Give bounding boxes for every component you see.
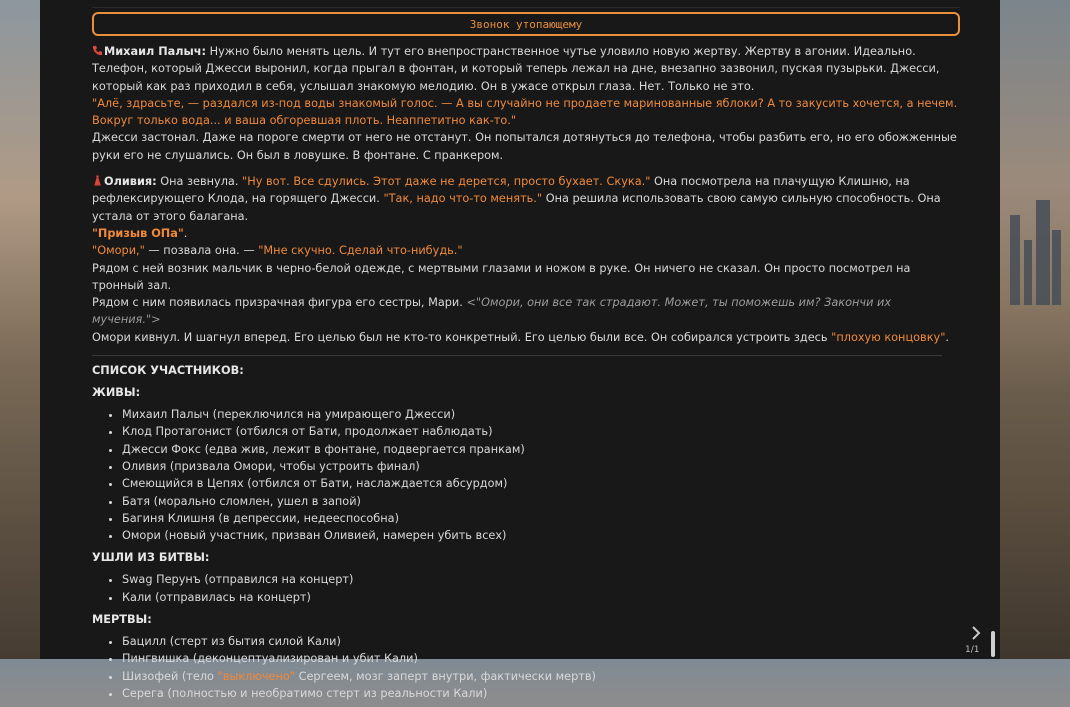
narration-text: Она решила использовать свою самую сильную способность. Она устала от этого балагана. (92, 192, 941, 223)
list-item: • Михаил Палыч (переключился на умирающего Джесси) (122, 406, 960, 423)
list-item: • Батя (морально сломлен, ушел в запой) (122, 493, 960, 510)
list-item: • Джесси Фокс (едва жив, лежит в фонтане, подвергается пранкам) (122, 441, 960, 458)
speaker-name: Михаил Палыч: (104, 45, 207, 58)
previous-text-cut (92, 0, 960, 8)
dialogue-quote: "Так, надо что-то менять." (383, 192, 543, 206)
list-item: • Серега (полностью и необратимо стерт из реальности Кали) (122, 685, 960, 702)
narration-text: Она посмотрела на плачущую Клишню, на рефлексирующего Клода, на горящего Джесси. (92, 175, 910, 206)
participant-roster (92, 362, 960, 702)
narration-text: Омори кивнул. И шагнул вперед. Его целью был не кто-то конкретный. Его целью были все. Он собирался устроить здесь (92, 330, 828, 344)
list-item: • Багиня Клишня (в депрессии, недееспособна) (122, 510, 960, 527)
dialogue-quote: "Алё, здрасьте, — раздался из-под воды знакомый голос. — А вы случайно не продаете маринованные яблоки? А то закусить хочется, а нечем. Вокруг только вода... и ваша обгоревшая плоть. Неаппетитно как-то." (92, 96, 958, 128)
message-mikhail (92, 43, 960, 164)
list-item: • Оливия (призвала Омори, чтобы устроить финал) (122, 458, 960, 475)
message-content (92, 0, 960, 707)
chat-panel (40, 0, 1000, 700)
dead-title: МЕРТВЫ: (92, 613, 152, 627)
dialogue-quote: "Ну вот. Все сдулись. Этот даже не дерется, просто бухает. Скука." (242, 175, 651, 189)
narration-text: Телефон, который Джесси выронил, когда прыгал в фонтан, и который теперь лежал на дне, внезапно зазвонил, пуская пузырьки. Джесси, который как раз приходил в себя, услышал знакомую мелодию. Он в ужасе открыл глаза. Нет. Только не это. (92, 62, 940, 93)
dialogue-quote: "выключено" (217, 669, 295, 683)
dialogue-quote: "Омори," (92, 244, 145, 258)
scrollbar-thumb[interactable] (991, 631, 995, 657)
swipe-counter: 1/1 (965, 645, 980, 655)
list-item: • Омори (новый участник, призван Оливией, намерен убить всех) (122, 527, 960, 544)
narration-text: Рядом с ним появилась призрачная фигура его сестры, Мари. (92, 296, 463, 310)
background-left (0, 0, 40, 659)
dialogue-quote: "плохую концовку" (831, 330, 946, 344)
ghost-quote: <"Омори, они все так страдают. Может, ты поможешь им? Закончи их мучения."> (92, 296, 892, 327)
background-right (1000, 0, 1070, 659)
list-item: • Swag Перунъ (отправился на концерт) (122, 571, 960, 588)
speaker-name: Оливия: (104, 175, 157, 189)
narration-text: — позвала она. — (148, 244, 255, 258)
list-item-text: Сергеем, мозг заперт внутри, фактически мертв) (298, 669, 596, 683)
narration-text: Нужно было менять цель. И тут его внепространственное чутье уловило новую жертву. Жертву в агонии. Идеально. (209, 45, 916, 58)
left-list (92, 571, 960, 606)
divider (92, 355, 942, 356)
narration-text: Рядом с ней возник мальчик в черно-белой одежде, с мертвыми глазами и ножом в руке. Он ничего не сказал. Он просто посмотрел на тронный зал. (92, 261, 911, 292)
narration-text: Она зевнула. (160, 175, 239, 189)
chevron-right-icon (971, 626, 981, 640)
list-item: • Бацилл (стерт из бытия силой Кали) (122, 633, 960, 650)
ability-name: "Призыв ОПа" (92, 226, 184, 240)
dialogue-quote: "Мне скучно. Сделай что-нибудь." (258, 244, 463, 258)
list-item: • Кали (отправилась на концерт) (122, 589, 960, 606)
list-item: • Смеющийся в Цепях (отбился от Бати, наслаждается абсурдом) (122, 475, 960, 492)
left-title: УШЛИ ИЗ БИТВЫ: (92, 551, 210, 565)
dead-list (92, 633, 960, 702)
call-box-title: Звонок утопающему (92, 12, 960, 36)
dress-icon (92, 175, 103, 186)
alive-title: ЖИВЫ: (92, 386, 141, 400)
next-swipe-button[interactable] (968, 624, 984, 642)
list-item: • Клод Протагонист (отбился от Бати, продолжает наблюдать) (122, 423, 960, 440)
message-olivia (92, 173, 960, 346)
roster-title: СПИСОК УЧАСТНИКОВ: (92, 364, 244, 378)
narration-text: Джесси застонал. Даже на пороге смерти от него не отстанут. Он попытался дотянуться до телефона, чтобы разбить его, но его обожженные руки его не слушались. Он был в ловушке. В фонтане. С пранкером. (92, 131, 957, 162)
alive-list (92, 406, 960, 544)
punctuation: . (945, 330, 950, 344)
list-item: • Пингвишка (деконцептуализирован и убит Кали) (122, 650, 960, 667)
phone-icon (92, 45, 103, 56)
punctuation: . (183, 226, 188, 240)
list-item-text: Шизофей (тело (122, 669, 214, 683)
list-item (122, 668, 960, 685)
